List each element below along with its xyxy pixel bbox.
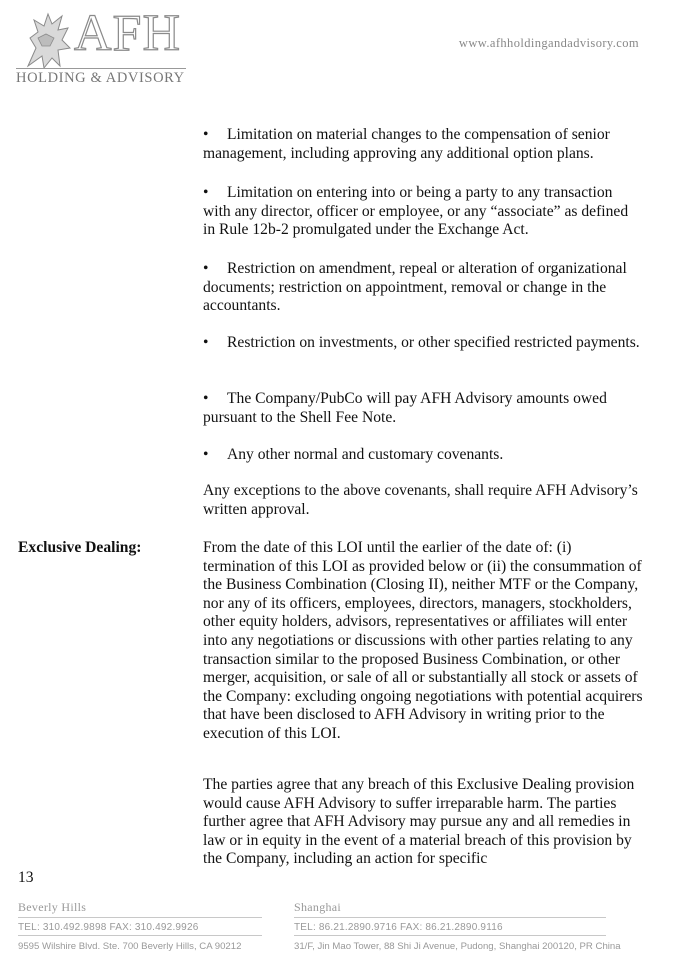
company-logo (12, 6, 190, 86)
bullet-text: Any other normal and customary covenants. (227, 446, 504, 463)
exceptions-paragraph: Any exceptions to the above covenants, shall require AFH Advisory’s written approval. (203, 482, 638, 518)
bullet-icon: • (203, 126, 209, 143)
page-number: 13 (18, 869, 34, 886)
bullet-item (203, 334, 643, 353)
footer-address: 31/F, Jin Mao Tower, 88 Shi Ji Avenue, Pudong, Shanghai 200120, PR China (294, 941, 621, 952)
footer-address: 9595 Wilshire Blvd. Ste. 700 Beverly Hills, CA 90212 (18, 941, 242, 952)
footer-shanghai (294, 900, 621, 952)
bullet-item (203, 390, 643, 427)
bullet-icon: • (203, 260, 209, 277)
bullet-text: Restriction on amendment, repeal or alteration of organizational documents; restriction on appointment, removal or change in the accountants. (203, 260, 627, 315)
bullet-item (203, 126, 643, 163)
exclusive-dealing-heading: Exclusive Dealing: (18, 539, 142, 556)
exclusive-dealing-paragraph-2: The parties agree that any breach of this Exclusive Dealing provision would cause AFH Advisory to suffer irreparable harm. The parties further agree that AFH Advisory may pursue any and all remedies in law or in equity in the event of a material breach of this provision by the Company, including an action for specific (203, 776, 635, 868)
logo-letters: AFH (74, 5, 182, 62)
logo-subtitle: HOLDING & ADVISORY (16, 70, 185, 86)
griffin-emblem-icon (18, 8, 78, 74)
bullet-icon: • (203, 184, 209, 201)
bullet-item (203, 446, 643, 465)
exclusive-dealing-paragraph-1: From the date of this LOI until the earlier of the date of: (i) termination of this LOI as provided below or (ii) the consummation of the Business Combination (Closing II), neither MTF or the Company, nor any of its officers, employees, directors, managers, stockholders, other equity holders, advisors, representatives or affiliates will enter into any negotiations or discussions with other parties relating to any transaction similar to the proposed Business Combination, or other merger, acquisition, or sale of all or substantially all stock or assets of the Company: excluding ongoing negotiations with potential acquirers that have been disclosed to AFH Advisory in writing prior to the execution of this LOI. (203, 539, 643, 742)
bullet-icon: • (203, 446, 209, 463)
bullet-text: Limitation on entering into or being a party to any transaction with any director, officer or employee, or any “associate” as defined in Rule 12b-2 promulgated under the Exchange Act. (203, 184, 629, 239)
bullet-text: The Company/PubCo will pay AFH Advisory amounts owed pursuant to the Shell Fee Note. (203, 390, 607, 426)
footer-phone-fax: TEL: 310.492.9898 FAX: 310.492.9926 (18, 922, 199, 933)
footer-phone-fax: TEL: 86.21.2890.9716 FAX: 86.21.2890.9116 (294, 922, 503, 933)
logo-divider (16, 68, 186, 69)
bullet-text: Restriction on investments, or other specified restricted payments. (227, 334, 640, 351)
footer-divider (18, 917, 262, 918)
footer-divider (294, 917, 606, 918)
bullet-icon: • (203, 390, 209, 407)
footer-city: Beverly Hills (18, 900, 87, 914)
bullet-item (203, 184, 643, 240)
bullet-item (203, 260, 643, 316)
footer-divider (18, 935, 262, 936)
website-url: www.afhholdingandadvisory.com (458, 36, 639, 50)
footer-beverly-hills (18, 900, 262, 952)
footer-city: Shanghai (294, 900, 342, 914)
bullet-text: Limitation on material changes to the compensation of senior management, including approving any additional option plans. (203, 126, 610, 162)
bullet-icon: • (203, 334, 209, 351)
footer-divider (294, 935, 606, 936)
